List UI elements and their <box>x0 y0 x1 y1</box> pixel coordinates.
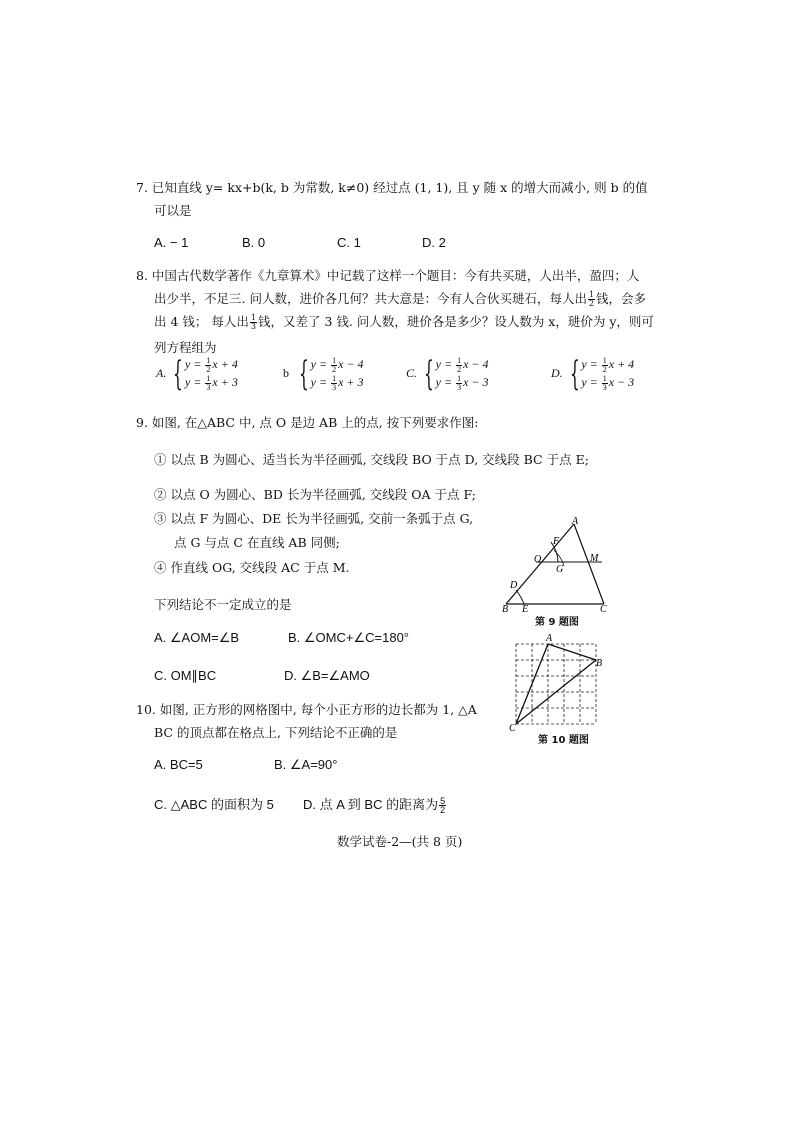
q8-stem-line1: 8. 中国古代数学著作《九章算术》中记载了这样一个题目：今有共买琎，人出半，盈四；人 <box>136 268 640 283</box>
side-ab <box>548 644 596 660</box>
label-a: A <box>572 516 579 527</box>
left-brace-icon: { <box>173 353 184 394</box>
equation-2: y = $\frac{1}{3}$ x − 3 <box>581 373 635 392</box>
q10-option-d-fraction <box>439 797 446 814</box>
label-c: C <box>509 723 516 732</box>
q8-line3-fraction <box>250 314 257 331</box>
fraction-denominator: 3 <box>250 322 256 331</box>
equation-2: y = $\frac{1}{3}$ x + 3 <box>310 373 364 392</box>
grid-triangle-figure <box>506 632 606 732</box>
fraction-numerator: 1 <box>588 290 595 299</box>
label-o: O <box>534 554 542 565</box>
q8-stem-line3 <box>154 312 654 331</box>
equation-1: y = $\frac{1}{2}$ x + 4 <box>184 355 238 374</box>
q8-stem-line4: 列方程组为 <box>154 340 217 355</box>
q9-option-d: D. ∠B=∠AMO <box>284 668 370 683</box>
q7-option-a: A. − 1 <box>154 235 189 250</box>
label-b: B <box>596 658 603 669</box>
label-e: E <box>522 604 529 614</box>
option-label: D. <box>551 366 563 381</box>
q8-option-b-system <box>283 353 364 394</box>
label-c: C <box>600 604 607 614</box>
q9-step-2: ② 以点 O 为圆心、BD 长为半径画弧, 交线段 OA 于点 F; <box>154 487 476 502</box>
q9-stem: 9. 如图, 在△ABC 中, 点 O 是边 AB 上的点, 按下列要求作图: <box>136 415 479 430</box>
q8-option-d-system <box>551 353 635 394</box>
equation-2: y = $\frac{1}{3}$ x + 3 <box>184 373 238 392</box>
label-b: B <box>502 604 509 614</box>
q8-line3-start: 出 4 钱； 每人出 <box>154 314 249 329</box>
q9-step-3-cont: 点 G 与点 C 在直线 AB 同侧; <box>174 535 340 550</box>
q10-option-b: B. ∠A=90° <box>274 757 338 772</box>
side-ac <box>574 524 604 604</box>
q10-option-c: C. △ABC 的面积为 5 <box>154 797 274 812</box>
q9-prompt: 下列结论不一定成立的是 <box>154 597 292 612</box>
q7-option-b: B. 0 <box>242 235 266 250</box>
fraction-numerator: 5 <box>440 796 446 807</box>
q8-line2-fraction <box>588 291 595 308</box>
q7-stem-line1: 7. 已知直线 y= kx+b(k, b 为常数, k≠0) 经过点 (1, 1), 且 y 随 x 的增大而减小, 则 b 的值 <box>136 180 648 195</box>
option-label: C. <box>406 366 418 381</box>
option-label: A. <box>156 366 167 381</box>
label-a: A <box>546 633 553 644</box>
fraction-denominator: 2 <box>440 805 446 816</box>
q8-line3-end: 钱，又差了 3 钱. 问人数，琎价各是多少？设人数为 x，琎价为 y，则可 <box>257 314 654 329</box>
q10-option-d <box>303 794 447 814</box>
q10-option-a: A. BC=5 <box>154 757 203 772</box>
q8-option-a-system <box>156 353 238 394</box>
equation-1: y = $\frac{1}{2}$ x + 4 <box>581 355 635 374</box>
q10-stem-line1: 10. 如图, 正方形的网格图中, 每个小正方形的边长都为 1, △A <box>136 702 477 717</box>
label-m: M <box>590 553 599 564</box>
page-footer: 数学试卷-2—(共 8 页) <box>337 834 463 849</box>
q7-option-c: C. 1 <box>337 235 361 250</box>
equation-1: y = $\frac{1}{2}$ x − 4 <box>435 355 489 374</box>
option-label: b <box>283 366 289 381</box>
q10-stem-line2: BC 的顶点都在格点上, 下列结论不正确的是 <box>154 725 398 740</box>
q10-option-d-text: D. 点 A 到 BC 的距离为 <box>303 797 439 812</box>
figure-9-caption: 第 9 题图 <box>535 617 579 628</box>
q8-stem-line2 <box>154 289 646 308</box>
triangle-construction-figure <box>496 512 616 614</box>
fraction-denominator: 2 <box>588 299 595 308</box>
q8-option-c-system <box>406 353 489 394</box>
left-brace-icon: { <box>569 353 580 394</box>
q9-option-a: A. ∠AOM=∠B <box>154 630 240 645</box>
label-f: F <box>553 536 560 547</box>
equation-1: y = $\frac{1}{2}$ x − 4 <box>310 355 364 374</box>
q7-stem-line2: 可以是 <box>154 203 192 218</box>
figure-10-caption: 第 10 题图 <box>538 735 589 746</box>
equation-2: y = $\frac{1}{3}$ x − 3 <box>435 373 489 392</box>
q8-line2-end: 钱，会多 <box>596 291 647 306</box>
q9-option-b: B. ∠OMC+∠C=180° <box>288 630 409 645</box>
q9-step-3: ③ 以点 F 为圆心、DE 长为半径画弧, 交前一条弧于点 G, <box>154 511 474 526</box>
arc-de <box>516 590 524 604</box>
q9-option-c: C. OM∥BC <box>154 668 217 683</box>
left-brace-icon: { <box>298 353 309 394</box>
q8-line2-text: 出少半，不足三. 问人数，进价各几何？共大意是：今有人合伙买琎石，每人出 <box>154 291 587 306</box>
q7-option-d: D. 2 <box>422 235 446 250</box>
fraction-numerator: 1 <box>250 313 256 322</box>
q9-step-1: ① 以点 B 为圆心、适当长为半径画弧, 交线段 BO 于点 D, 交线段 BC 于点 E; <box>154 452 589 467</box>
left-brace-icon: { <box>423 353 434 394</box>
q9-step-4: ④ 作直线 OG, 交线段 AC 于点 M. <box>154 560 350 575</box>
label-d: D <box>510 580 518 591</box>
label-g: G <box>556 564 564 575</box>
